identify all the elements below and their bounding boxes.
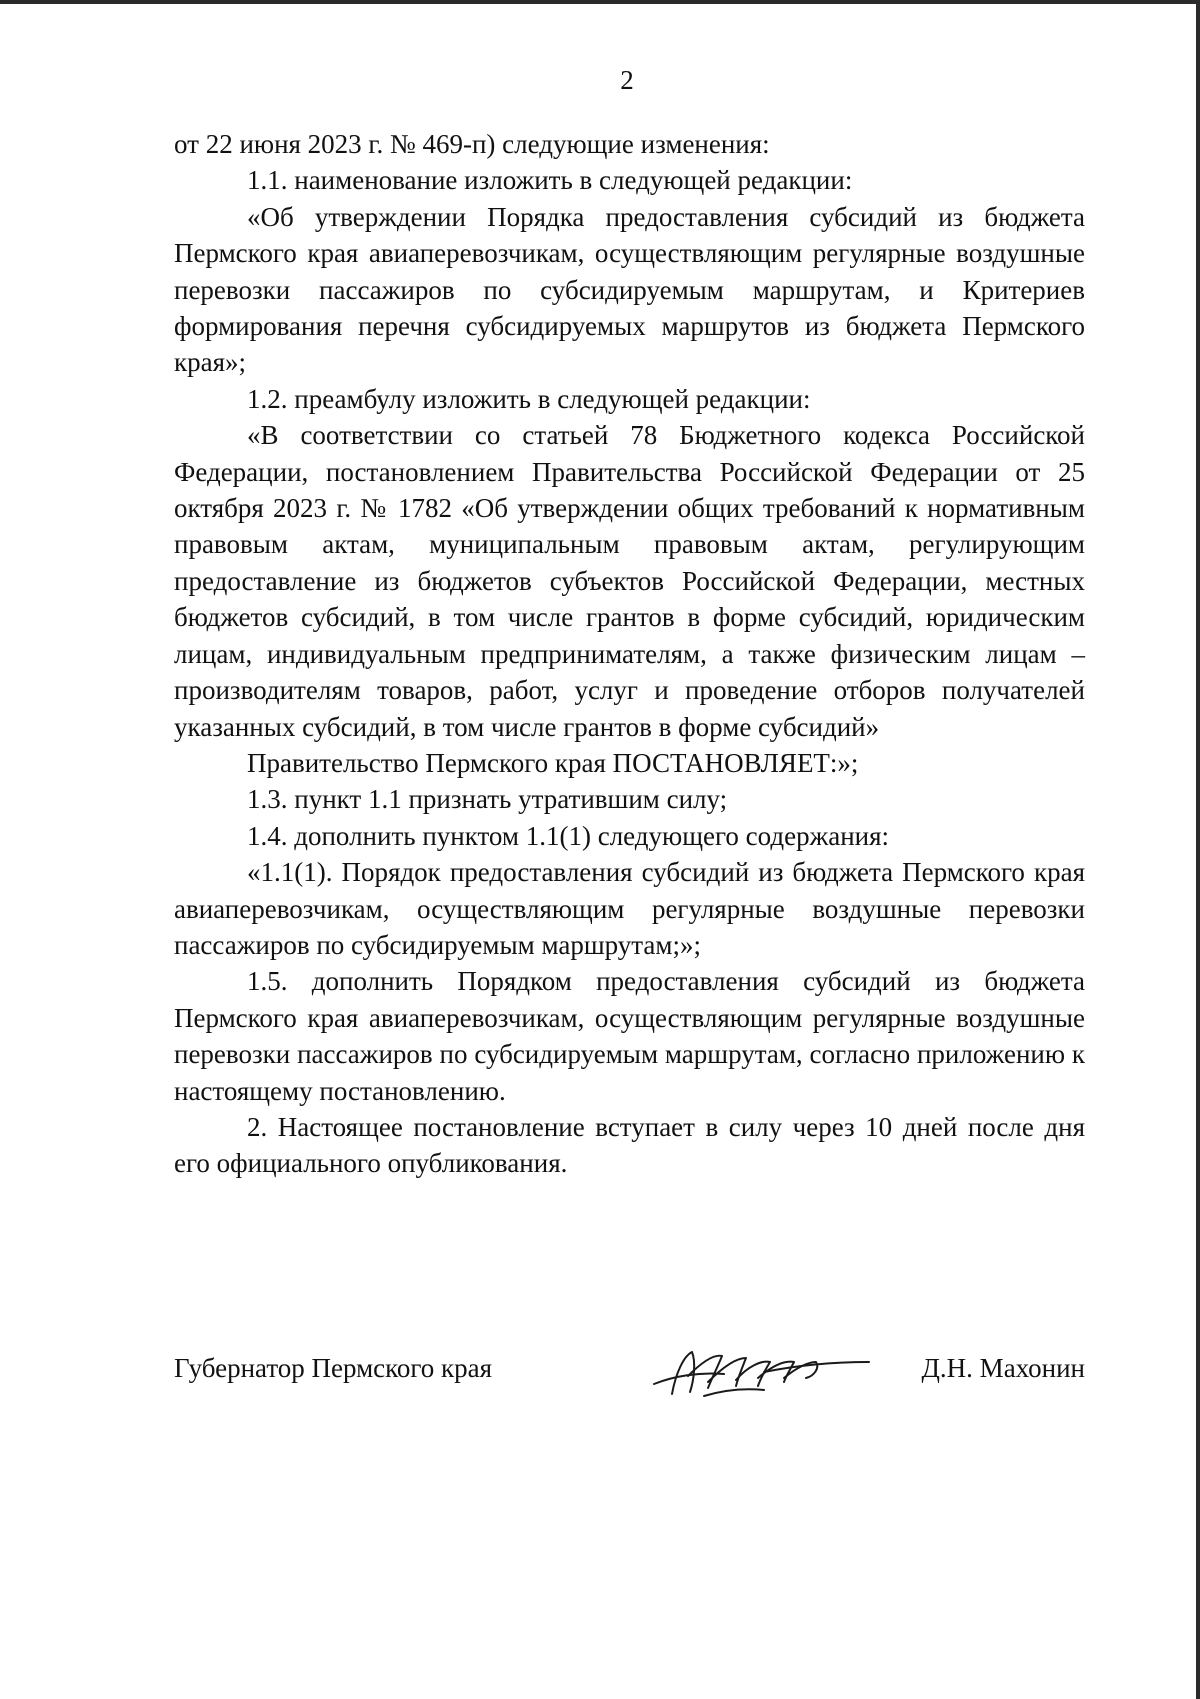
- paragraph-1-3: 1.3. пункт 1.1 признать утратившим силу;: [247, 784, 728, 815]
- paragraph-2: 2. Настоящее постановление вступает в силу через 10 дней после дня его официального опубликования.: [174, 1111, 1085, 1179]
- paragraph-resolves: Правительство Пермского края ПОСТАНОВЛЯЕТ:»;: [247, 747, 859, 778]
- paragraph-1-2-quote: «В соответствии со статьей 78 Бюджетного кодекса Российской Федерации, постановлением Правительства Российской Федерации от 25 октября 2023 г. № 1782 «Об утверждении общих требований к нормативным правовым актам, муниципальным правовым актам, регулирующим предоставление из бюджетов субъектов Российской Федерации, местных бюджетов субсидий, в том числе грантов в форме субсидий, юридическим лицам, индивидуальным предпринимателям, а также физическим лицам – производителям товаров, работ, услуг и проведение отборов получателей указанных субсидий, в том числе грантов в форме субсидий»: [174, 420, 1085, 742]
- signatory-name: Д.Н. Махонин: [921, 1353, 1085, 1383]
- paragraph-1-5: 1.5. дополнить Порядком предоставления субсидий из бюджета Пермского края авиаперевозчикам, осуществляющим регулярные воздушные перевозки пассажиров по субсидируемым маршрутам, согласно приложению к настоящему постановлению.: [174, 966, 1085, 1106]
- paragraph-1-4-quote: «1.1(1). Порядок предоставления субсидий из бюджета Пермского края авиаперевозчикам, осуществляющим регулярные воздушные перевозки пассажиров по субсидируемым маршрутам;»;: [174, 857, 1085, 960]
- paragraph-1-1-quote: «Об утверждении Порядка предоставления субсидий из бюджета Пермского края авиаперевозчикам, осуществляющим регулярные воздушные перевозки пассажиров по субсидируемым маршрутам, и Критериев формирования перечня субсидируемых маршрутов из бюджета Пермского края»;: [174, 201, 1085, 378]
- paragraph-intro: от 22 июня 2023 г. № 469-п) следующие изменения:: [174, 129, 770, 159]
- page-number: 2: [620, 65, 634, 95]
- handwritten-signature: [644, 1332, 874, 1412]
- paragraph-1-2: 1.2. преамбулу изложить в следующей редакции:: [247, 383, 811, 414]
- signature-block: [174, 1332, 1085, 1432]
- paragraph-1-4: 1.4. дополнить пунктом 1.1(1) следующего содержания:: [247, 820, 890, 851]
- signatory-title: Губернатор Пермского края: [174, 1353, 493, 1383]
- scan-edge-top: [0, 0, 1200, 4]
- paragraph-1-1: 1.1. наименование изложить в следующей редакции:: [247, 165, 853, 196]
- scan-edge-right: [1196, 0, 1200, 1699]
- document-body: [174, 126, 1085, 1182]
